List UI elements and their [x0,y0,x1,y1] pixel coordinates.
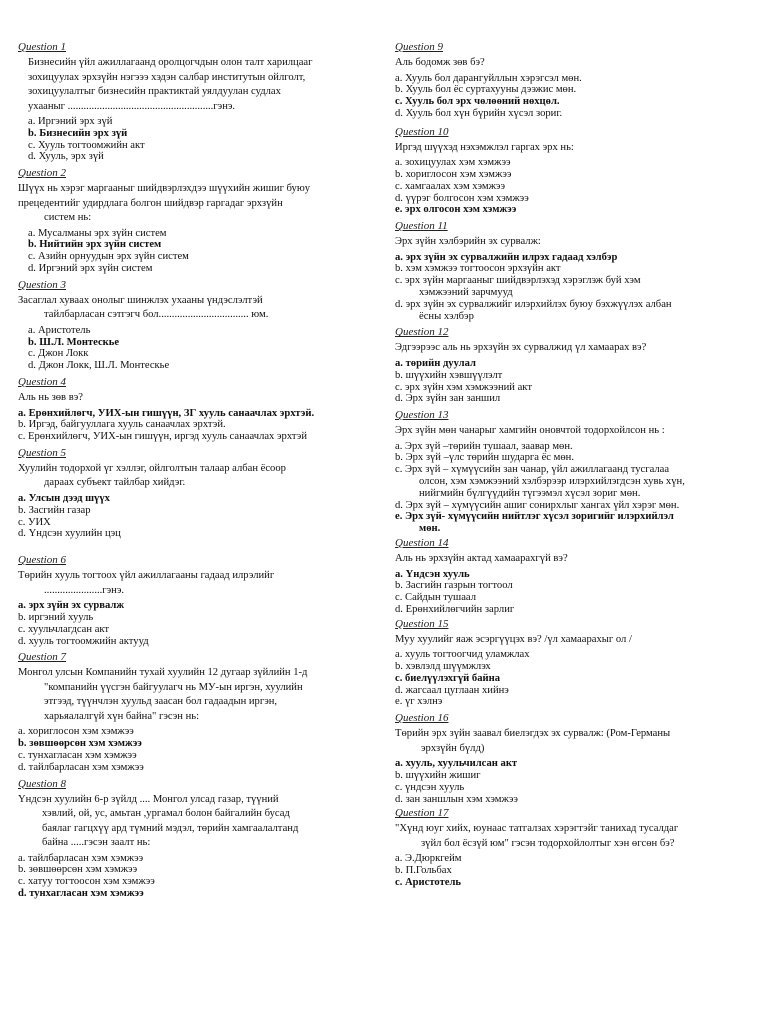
question-title: Question 1 [18,41,66,53]
option-text: a. төрийн дуулал [395,357,476,369]
answer-option-correct [18,239,370,251]
answer-option [395,181,750,193]
answer-option [18,151,370,163]
stem-line: зохицуулах эрхзүйн нэгэээ хэдэн салбар институтын ойлголт, [28,71,306,83]
answer-option-correct [18,408,370,420]
options-list [395,252,750,323]
option-text: c. Эрх зүй – хүмүүсийн зан чанар, үйл ажиллагаанд тусгалаа [395,464,670,476]
question-stem [395,141,750,156]
answer-option [395,853,750,865]
question-block [18,279,370,372]
option-text: b. Иргэд, байгууллага хууль санаачлах эрхтэй. [18,419,226,431]
question-title: Question 2 [18,167,66,180]
options-list [395,73,750,120]
answer-option [395,661,750,673]
answer-option [395,452,750,464]
question-stem [395,235,750,250]
stem-line: этгээд, түүнчлэн хуульд заасан бол гадаадын иргэн, [44,696,278,708]
answer-option-correct [395,204,750,216]
option-text: a. тайлбарласан хэм хэмжээ [18,852,144,864]
options-list [395,441,750,535]
options-list [395,157,750,216]
option-text: c. Ерөнхийлөгч, УИХ-ын гишүүн, иргэд хууль санаачлах эрхтэй [18,431,307,443]
option-text: b. хэм хэмжээ тогтоосон эрхзүйн акт [395,263,561,275]
option-text: a. Эрх зүй –төрийн тушаал, заавар мөн. [395,440,573,452]
option-text: d. зан заншлын хэм хэмжээ [395,793,518,805]
stem-line: Аль нь зөв вэ? [18,392,83,404]
stem-line: зохицуулалтыг бизнесийн практиктай уялдуулан судлах [28,86,281,97]
option-text: b. Хууль бол ёс суртахууны дээжис мөн. [395,84,577,96]
question-block [395,618,750,708]
question-block [18,554,370,647]
stem-line: "Хүнд юуг хийх, юунаас татгалзах хэрэгтэйг танихад тусалдаг [395,823,679,835]
stem-line: Аль бодомж зөв бэ? [395,57,485,68]
option-text: a. Иргэний эрх зүй [28,116,113,127]
stem-line: Эдгээрээс аль нь эрхзүйн эх сурвалжид үл хамаарах вэ? [395,342,647,354]
answer-option-correct [18,888,370,900]
stem-line: Эрх зүйн хэлбэрийн эх сурвалж: [395,236,541,248]
option-text: b. зөвшөөрсөн хэм хэмжээ [18,738,142,750]
option-text: b. Засгийн газрын тогтоол [395,580,513,592]
option-text: c. хуульчлагдсан акт [18,623,110,635]
stem-line: Иргэд шүүхэд нэхэмжлэл гаргах эрх нь: [395,141,574,153]
stem-line: Монгол улсын Компанийн тухай хуулийн 12 дугаар зүйлийн 1-д [18,667,308,679]
answer-option-correct [18,738,370,750]
answer-option [395,393,750,405]
option-text-continued: ёсны хэлбэр [419,310,474,322]
option-text: a. Үндсэн хууль [395,568,470,580]
stem-line: ......................гэнэ. [44,584,125,596]
answer-option [395,500,750,512]
option-text: d. тайлбарласан хэм хэмжээ [18,761,144,773]
answer-option-correct [18,493,370,505]
answer-option [395,263,750,275]
stem-line: Аль нь эрхзүйн актад хамаарахгүй вэ? [395,553,568,565]
answer-option [18,360,370,372]
stem-line: Үндсэн хуулийн 6-р зүйлд .... Монгол улсад газар, түүний [18,793,279,805]
option-text: c. үндсэн хууль [395,781,465,793]
question-block [18,778,370,900]
answer-option [395,685,750,697]
answer-option [395,464,750,499]
stem-line: Шүүх нь хэрэг маргааныг шийдвэрлэхдээ шүүхийн жишиг буюу [18,183,311,195]
stem-line: Төрийн хууль тогтоох үйл ажиллагааны гадаад илрэлийг [18,570,275,582]
answer-option [395,580,750,592]
option-text: c. биелүүлэхгүй байна [395,672,501,684]
answer-option [18,140,370,152]
stem-line: Бизнесийн үйл ажиллагаанд оролцогчдын олон талт харилцааг [28,57,313,68]
options-list [18,325,370,372]
option-text: d. Үндсэн хуулийн цэц [18,528,121,540]
option-text: a. хууль тогтоогчид уламжлах [395,649,530,661]
answer-option [18,325,370,337]
question-title: Question 8 [18,777,66,790]
answer-option-correct [395,877,750,889]
question-stem [395,341,750,356]
answer-option [18,116,370,128]
option-text: b. Эрх зүй –үлс төрийн шударга ёс мөн. [395,452,574,464]
answer-option-correct [395,358,750,370]
question-block [395,807,750,888]
answer-option-correct [395,511,750,535]
question-stem [395,56,750,71]
stem-line: зүйл бол ёсзүй юм" гэсэн тодорхойлолтыг хэн өгсөн бэ? [421,837,675,849]
question-block [395,126,750,216]
stem-line: харьяалалгүй хүн байна" гэсэн нь: [44,710,200,722]
option-text: b. Нийтийн эрх зүйн систем [28,239,162,251]
question-stem [395,424,750,439]
answer-option [395,157,750,169]
answer-option [18,750,370,762]
answer-option [395,441,750,453]
answer-option-correct [18,128,370,140]
answer-option [395,649,750,661]
stem-line: байна .....гэсэн заалт нь: [42,837,151,849]
stem-line: эрхзүйн бүлд) [421,742,485,754]
answer-option [18,762,370,774]
answer-option [395,592,750,604]
option-text: a. Э.Дюркгейм [395,853,462,865]
answer-option [395,382,750,394]
option-text: c. Сайдын тушаал [395,592,476,604]
answer-option [395,108,750,120]
question-block [18,651,370,773]
option-text: c. Джон Локк [28,348,89,360]
option-text: d. Хууль бол хүн бүрийн хүсэл зориг. [395,107,563,119]
option-text: a. хориглосон хэм хэмжээ [18,726,134,738]
option-text-continued: олсон, хэм хэмжээний хэлбэрээр илэрхийлэгдсэн хувь хүн, [419,476,685,488]
question-block [395,41,750,120]
answer-option [395,604,750,616]
option-text: d. үүрэг болгосон хэм хэмжээ [395,192,529,204]
stem-line: Засаглал хуваах онолыг шинжлэх ухааны үндэслэлтэй [18,294,263,306]
option-text: d. хууль тогтоомжийн актууд [18,635,149,647]
question-stem [18,294,370,323]
question-block [395,712,750,805]
option-text: d. Ерөнхийлөгчийн зарлиг [395,603,515,615]
option-text: b. Бизнесийн эрх зүй [28,127,128,139]
option-text: b. зөвшөөрсөн хэм хэмжээ [18,864,138,876]
stem-line: Хуулийн тодорхой үг хэллэг, ойлголтын талаар албан ёсоор [18,462,286,474]
option-text: b. шүүхийн жишиг [395,769,481,781]
question-stem [18,462,370,491]
options-list [395,358,750,405]
option-text: a. Ерөнхийлөгч, УИХ-ын гишүүн, ЗГ хууль санаачлах эрхтэй. [18,407,315,419]
option-text: d. эрх зүйн эх сурвалжийг илэрхийлэх буюу бэхжүүлэх албан [395,298,672,310]
option-text: a. эрх зүйн эх сурвалж [18,600,125,612]
question-title: Question 17 [395,807,449,820]
stem-line: хэвлий, ой, ус, амьтан ,ургамал болон байгалийн бусад [42,808,290,820]
stem-line: тайлбарласан сэтгэгч бол.................................. юм. [44,309,269,321]
option-text: b. шүүхийн хэвшүүлэлт [395,369,503,381]
answer-option [395,73,750,85]
question-block [18,41,370,163]
question-stem [395,552,750,567]
options-list [395,853,750,888]
answer-option-correct [395,96,750,108]
option-text-continued: мөн. [419,523,441,535]
question-stem [395,727,750,756]
option-text: b. хориглосон хэм хэмжээ [395,168,512,180]
stem-line: Муу хуулийг яаж эсэргүүцэх вэ? /үл хамаарахыг ол / [395,633,632,645]
option-text: d. Джон Локк, Ш.Л. Монтескье [28,360,170,372]
options-list [395,649,750,708]
options-list [18,726,370,773]
option-text: c. Хууль бол эрх чөлөөний нөхцөл. [395,96,560,108]
stem-line: Төрийн эрх зүйн заавал биелэгдэх эх сурвалж: (Ром-Германы [395,728,671,740]
answer-option [395,770,750,782]
left-column [18,41,370,900]
answer-option [18,251,370,263]
question-stem [18,56,370,114]
answer-option-correct [395,758,750,770]
option-text: d. Эрх зүй – хүмүүсийн ашиг сонирхлыг хангах үйл хэрэг мөн. [395,499,680,511]
options-list [18,600,370,647]
question-title: Question 11 [395,220,448,233]
stem-line: дараах субъект тайлбар хийдэг. [44,477,186,489]
option-text: a. Хууль бол дарангуйллын хэрэгсэл мөн. [395,72,582,84]
question-block [395,537,750,616]
answer-option [18,612,370,624]
options-list [395,758,750,805]
option-text: c. эрх зүйн хэм хэмжээний акт [395,381,532,393]
answer-option-correct [18,600,370,612]
option-text: c. хамгаалах хэм хэмжээ [395,180,506,192]
option-text-continued: хэмжээний зарчмууд [419,287,513,299]
options-list [18,116,370,163]
answer-option [18,348,370,360]
options-list [18,228,370,275]
question-block [395,409,750,535]
options-list [18,853,370,900]
question-title: Question 14 [395,537,449,550]
answer-option [18,876,370,888]
question-title: Question 16 [395,712,449,725]
option-text: b. Ш.Л. Монтескье [28,336,120,348]
answer-option [18,624,370,636]
answer-option [395,299,750,323]
option-text: a. эрх зүйн эх сурвалжийн илрэх гадаад хэлбэр [395,251,618,263]
option-text: c. УИХ [18,516,51,528]
answer-option [18,636,370,648]
option-text: e. Эрх зүй- хүмүүсийн нийтлэг хүсэл зоригийг илэрхийлэл [395,511,674,523]
option-text: a. Аристотель [28,324,91,336]
question-title: Question 5 [18,446,66,459]
answer-option [18,419,370,431]
question-block [395,220,750,322]
option-text: c. тунхагласан хэм хэмжээ [18,749,137,761]
answer-option [395,794,750,806]
option-text: d. Хууль, эрх зүй [28,151,104,163]
answer-option [18,528,370,540]
answer-option [395,370,750,382]
option-text: d. Эрх зүйн зан заншил [395,393,501,405]
question-stem [395,822,750,851]
option-text: a. хууль, хуульчилсан акт [395,758,518,770]
stem-line: ухааныг .......................................................гэнэ. [28,100,236,112]
option-text: b. П.Гольбах [395,865,452,877]
option-text: c. Хууль тогтоомжийн акт [28,139,145,151]
options-list [395,569,750,616]
options-list [18,408,370,443]
answer-option [18,726,370,738]
answer-option [395,84,750,96]
stem-line: "компанийн үүсгэн байгуулагч нь МУ-ын иргэн, хуулийн [44,681,303,693]
stem-line: Эрх зүйн мөн чанарыг хамгийн оновчтой тодорхойлсон нь : [395,425,665,437]
option-text: a. зохицуулах хэм хэмжээ [395,157,511,169]
right-column [395,41,750,889]
stem-line: прецедентийг удирдлага болгон шийдвэр гаргадаг эрхзүйн [18,197,283,209]
option-text: c. Аристотель [395,876,462,888]
question-title: Question 9 [395,41,443,53]
option-text: a. Мусалманы эрх зүйн систем [28,227,167,239]
question-block [18,447,370,540]
question-stem [18,793,370,851]
question-title: Question 12 [395,326,449,339]
question-title: Question 3 [18,278,66,291]
answer-option-correct [395,569,750,581]
answer-option [18,853,370,865]
option-text: d. тунхагласан хэм хэмжээ [18,887,144,899]
stem-line: баялаг гагцхүү ард түмний мэдэл, төрийн хамгаалалтанд [42,822,299,834]
answer-option [18,505,370,517]
question-stem [18,666,370,724]
option-text: c. хатуу тогтоосон хэм хэмжээ [18,876,155,888]
question-title: Question 10 [395,125,449,138]
question-stem [18,569,370,598]
answer-option-correct [395,252,750,264]
answer-option [18,228,370,240]
options-list [18,493,370,540]
answer-option [18,263,370,275]
option-text: e. эрх олгосон хэм хэмжээ [395,204,517,216]
option-text: e. үг хэлнэ [395,696,443,708]
question-block [18,376,370,443]
question-block [18,167,370,275]
answer-option [395,169,750,181]
question-stem [18,391,370,406]
option-text: c. эрх зүйн маргааныг шийдвэрлэхэд хэрэглэж буй хэм [395,275,641,287]
option-text: b. хэвлэлд шүүмжлэх [395,661,491,672]
option-text: b. Засгийн газар [18,504,91,516]
option-text: b. иргэний хууль [18,611,94,623]
question-block [395,326,750,405]
question-title: Question 6 [18,554,66,567]
answer-option-correct [395,673,750,685]
question-stem [18,182,370,226]
answer-option [395,782,750,794]
question-title: Question 7 [18,651,66,664]
option-text: d. жагсаал цуглаан хийнэ [395,684,509,696]
question-stem [395,633,750,648]
answer-option [18,517,370,529]
answer-option-correct [18,337,370,349]
answer-option [18,431,370,443]
option-text: a. Улсын дээд шүүх [18,492,110,504]
answer-option [395,696,750,708]
option-text: d. Иргэний эрх зүйн систем [28,263,153,275]
question-title: Question 13 [395,409,449,422]
option-text-continued: нийгмийн бүлгүүдийн түгээмэл хүсэл зориг мөн. [419,487,641,499]
answer-option [395,275,750,299]
answer-option [395,193,750,205]
answer-option [18,864,370,876]
question-title: Question 15 [395,617,449,630]
answer-option [395,865,750,877]
option-text: c. Азийн орнуудын эрх зүйн систем [28,251,189,263]
question-title: Question 4 [18,376,66,389]
stem-line: систем нь: [44,212,92,224]
